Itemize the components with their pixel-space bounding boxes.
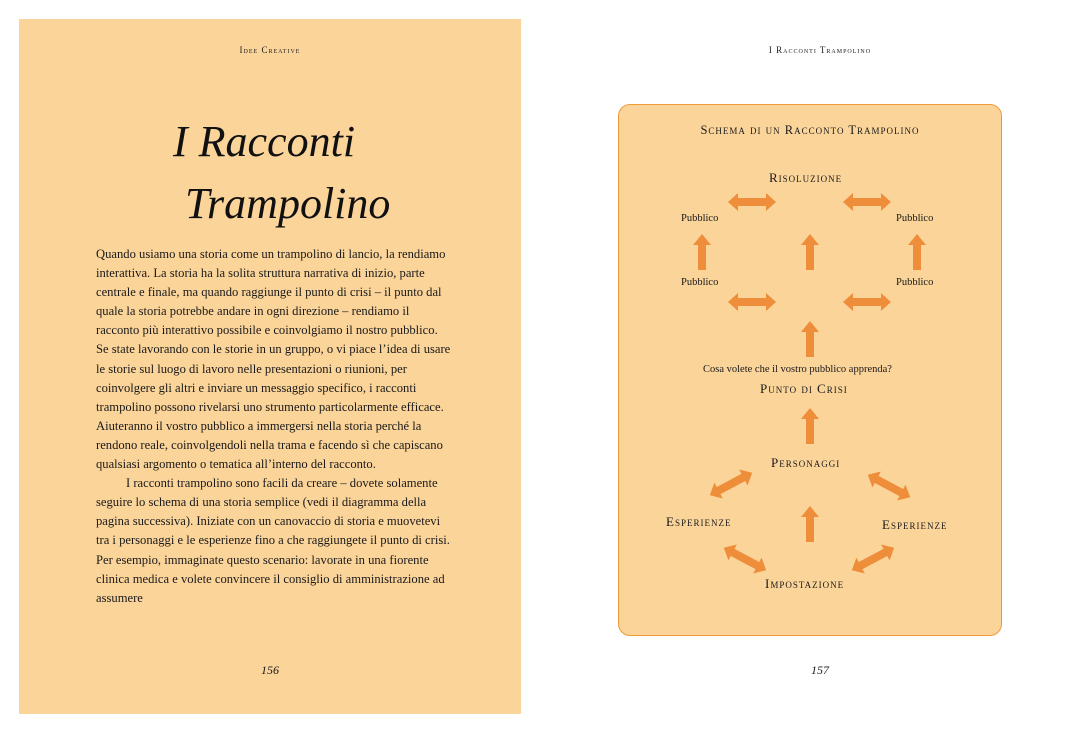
body-text	[96, 245, 451, 608]
chapter-title-line1: I Racconti	[173, 117, 356, 166]
question-label: Cosa volete che il vostro pubblico apprenda?	[703, 364, 892, 375]
up-arrow-left	[693, 234, 711, 270]
running-head-right: I Racconti Trampolino	[768, 45, 872, 55]
diagram-title: Schema di un Racconto Trampolino	[700, 123, 920, 137]
up-arrow-center	[801, 234, 819, 270]
node-pubblico-top-right: Pubblico	[896, 213, 934, 224]
node-risoluzione: Risoluzione	[769, 170, 843, 185]
double-arrow-top-right	[843, 193, 891, 211]
paragraph-1: Quando usiamo una storia come un trampolino di lancio, la rendiamo interattiva. La storia ha la solita struttura narrativa di inizio, parte centrale e finale, ma quando raggiunge il punto di crisi – il punto dal quale la storia potrebbe andare in ogni direzione – rendiamo il racconto più interattivo possibile e coinvolgiamo il nostro pubblico. Se state lavorando con le storie in un gruppo, o vi piace l’idea di usare le storie sul luogo di lavoro nelle presentazioni o riunioni, per coinvolgere gli altri e inviare un messaggio specifico, i racconti trampolino possono rivelarsi uno strumento particolarmente efficace. Aiuteranno il vostro pubblico a immergersi nella storia perché la rendono reale, coinvolgendoli nella trama e facendo sì che capiscano qualsiasi argomento o tematica all’interno del racconto.	[96, 247, 451, 472]
chapter-title	[139, 111, 479, 235]
story-diagram	[618, 104, 1002, 636]
node-personaggi: Personaggi	[771, 455, 841, 470]
node-pubblico-top-left: Pubblico	[681, 213, 719, 224]
double-arrow-lower-right-diag	[848, 540, 899, 578]
up-arrow-right	[908, 234, 926, 270]
page-number-right: 157	[811, 663, 829, 677]
left-page	[19, 19, 521, 714]
paragraph-2: I racconti trampolino sono facili da creare – dovete solamente seguire lo schema di una storia semplice (vedi il diagramma della pagina successiva). Iniziate con un canovaccio di storia e muovetevi tra i personaggi e le esperienze fino a che raggiungete il punto di crisi. Per esempio, immaginate questo scenario: lavorate in una fiorente clinica medica e volete convincere il consiglio di amministrazione ad assumere	[96, 476, 450, 605]
double-arrow-top-left	[728, 193, 776, 211]
node-esperienze-right: Esperienze	[882, 517, 948, 532]
node-impostazione: Impostazione	[765, 576, 845, 591]
double-arrow-lower-left-diag	[720, 540, 771, 578]
up-arrow-to-crisis	[801, 408, 819, 444]
up-arrow-to-question	[801, 321, 819, 357]
double-arrow-mid-left	[728, 293, 776, 311]
up-arrow-center-lower	[801, 506, 819, 542]
right-page	[560, 19, 1080, 714]
chapter-title-line2: Trampolino	[185, 179, 391, 228]
node-punto-di-crisi: Punto di Crisi	[760, 381, 848, 396]
page-number-left: 156	[261, 663, 279, 677]
running-head-left: Idee Creative	[239, 45, 301, 55]
node-pubblico-bottom-left: Pubblico	[681, 277, 719, 288]
double-arrow-mid-right	[843, 293, 891, 311]
node-pubblico-bottom-right: Pubblico	[896, 277, 934, 288]
double-arrow-upper-left-diag	[706, 465, 757, 503]
node-esperienze-left: Esperienze	[666, 514, 732, 529]
double-arrow-upper-right-diag	[864, 467, 915, 505]
